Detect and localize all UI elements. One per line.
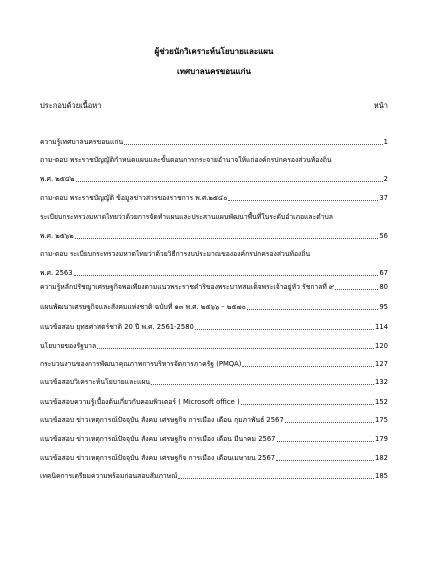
dot-leader [285,422,374,423]
toc-entry-title-continued: พ.ศ. ๒๕๔๒ [40,175,75,183]
toc-header [40,101,388,111]
toc-entry-title: ถาม-ตอบ ระเบียบกระทรวงมหาดไทยว่าด้วยวิธีการงบประมาณขององค์กรปกครองส่วนท้องถิ่น [40,250,311,258]
toc-entry[interactable] [40,322,388,332]
toc-entry[interactable] [40,212,388,241]
toc-entry-title: ถาม-ตอบ พระราชบัญญัติ ข้อมูลข่าวสารของราชการ พ.ศ.๒๕๔๐ [40,194,228,202]
toc-entry[interactable] [40,471,388,481]
dot-leader [276,460,374,461]
dot-leader [74,275,379,276]
toc-entry-title: แนวข้อสอบ ข่าวเหตุการณ์ปัจจุบัน สังคม เศรษฐกิจ การเมือง เดือน กุมภาพันธ์ 2567 [40,416,284,424]
toc-entry[interactable] [40,377,388,387]
toc-entry-title: แนวข้อสอบ ข่าวเหตุการณ์ปัจจุบัน สังคม เศรษฐกิจ การเมือง เดือน มีนาคม 2567 [40,435,276,443]
toc-page-number: 2 [383,175,388,183]
dot-leader [277,441,375,442]
dot-leader [242,366,374,367]
toc-entry[interactable] [40,137,388,147]
toc-entry-title: แนวข้อสอบความรู้เบื้องต้นเกี่ยวกับคอมพิวเตอร์ ( Microsoft office ) [40,398,240,406]
dot-leader [151,384,374,385]
document-title: ผู้ช่วยนักวิเคราะห์นโยบายและแผน [154,47,274,56]
toc-entry[interactable] [40,193,388,203]
toc-entry-title: แนวข้อสอบวิเคราะห์นโยบายและแผน [40,378,151,386]
toc-page-number: 80 [379,283,388,291]
toc-entry[interactable] [40,282,388,292]
toc-entry[interactable] [40,434,388,444]
toc-page-number: 127 [375,360,388,368]
toc-entry-title-continued: พ.ศ. 2563 [40,269,73,277]
toc-page-number: 95 [379,303,388,311]
toc-page-number: 175 [375,416,388,424]
page-column-label: หน้า [373,101,388,110]
toc-page-number: 1 [383,138,388,146]
toc-entry-title: แนวข้อสอบ ยุทธศาสตร์ชาติ 20 ปี พ.ศ. 2561-2580 [40,323,194,331]
dot-leader [247,309,379,310]
toc-entry[interactable] [40,397,388,407]
dot-leader [228,200,378,201]
dot-leader [97,348,374,349]
toc-page-number: 120 [375,342,388,350]
document-subtitle: เทศบาลนครขอนแก่น [177,67,251,76]
dot-leader [335,289,378,290]
dot-leader [75,238,379,239]
toc-page-number: 56 [379,232,388,240]
toc-entry[interactable] [40,359,388,369]
toc-page-number: 152 [375,398,388,406]
toc-entry[interactable] [40,249,388,278]
toc-entry-title: ความรู้เทศบาลนครขอนแก่น [40,138,124,146]
contents-label: ประกอบด้วยเนื้อหา [40,101,102,110]
toc-entry-title: ความรู้หลักปรัชญาเศรษฐกิจพอเพียงตามแนวพระราชดำริของพระบาทสมเด็จพระเจ้าอยู่หัว รัชกาลที่ ๙ [40,283,335,291]
toc-entry[interactable] [40,302,388,312]
toc-entry-title: กระบวนงานของการพัฒนาคุณภาพการบริหารจัดการภาครัฐ (PMQA) [40,360,242,368]
toc-page-number: 185 [375,472,388,480]
toc-entry[interactable] [40,415,388,425]
toc-page-number: 67 [379,269,388,277]
dot-leader [76,181,383,182]
toc-entry-title-continued: พ.ศ. ๒๕๖๒ [40,232,74,240]
toc-entry[interactable] [40,155,388,184]
toc-page-number: 114 [375,323,388,331]
toc-page-number: 179 [375,435,388,443]
toc-page-number: 37 [379,194,388,202]
toc-entry-title: ระเบียบกระทรวงมหาดไทยว่าด้วยการจัดทำแผนและประสานแผนพัฒนาพื้นที่ในระดับอำเภอและตำบล [40,213,333,221]
toc-entry-title: ถาม-ตอบ พระราชบัญญัติกำหนดแผนและขั้นตอนการกระจายอำนาจให้แก่องค์กรปกครองส่วนท้องถิ่น [40,156,332,164]
toc-entry[interactable] [40,341,388,351]
dot-leader [178,478,374,479]
toc-entry-title: แนวข้อสอบ ข่าวเหตุการณ์ปัจจุบัน สังคม เศรษฐกิจ การเมือง เดือนเมษายน 2567 [40,454,276,462]
toc-entry-title: เทคนิคการเตรียมความพร้อมก่อนสอบสัมภาษณ์ [40,472,178,480]
dot-leader [195,329,374,330]
toc-page-number: 132 [375,378,388,386]
toc-entry-title: นโยบายของรัฐบาล [40,342,97,350]
dot-leader [241,404,374,405]
toc-page-number: 182 [375,454,388,462]
dot-leader [124,144,383,145]
toc-entry-title: แผนพัฒนาเศรษฐกิจและสังคมแห่งชาติ ฉบับที่ ๑๓ พ.ศ. ๒๕๖๖ – ๒๕๗๐ [40,303,246,311]
toc-entry[interactable] [40,453,388,463]
